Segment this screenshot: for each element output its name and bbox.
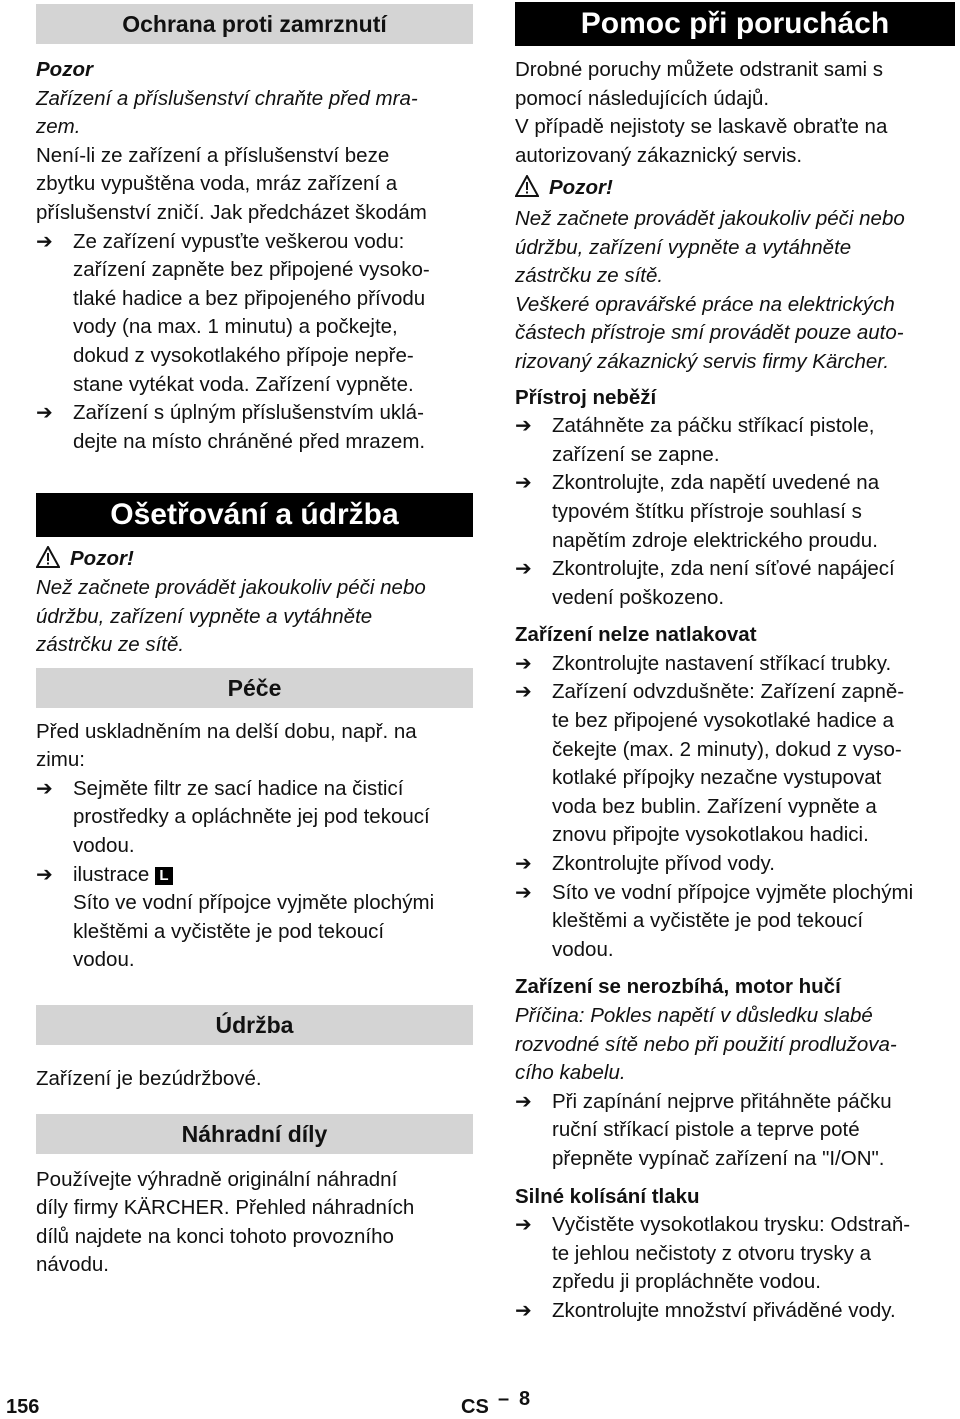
bullet-line: Vyčistěte vysokotlakou trysku: Odstraň- [552, 1213, 911, 1237]
bullet-line: vedení poškozeno. [552, 585, 725, 609]
illustration-label-badge: L [155, 867, 172, 885]
care-warning-line: údržbu, zařízení vypněte a vytáhněte [36, 604, 373, 628]
cause-line: Příčina: Pokles napětí v důsledku slabé [515, 1004, 873, 1027]
problem-bullet [515, 555, 955, 612]
arrow-right-icon: ➔ [515, 472, 532, 495]
intro-line: pomocí následujících údajů. [515, 86, 770, 110]
arrow-right-icon: ➔ [515, 558, 532, 581]
section-heading-spare-parts: Náhradní díly [36, 1114, 473, 1154]
bullet-line: Síto ve vodní přípojce vyjměte plochými [552, 880, 914, 904]
bullet-line: voda bez bublin. Zařízení vypněte a [552, 794, 877, 818]
bullet-line: Zkontrolujte, zda není síťové napájecí [552, 557, 895, 581]
problem-bullet [515, 650, 955, 679]
bullet-line: prostředky a opláchněte jej pod tekoucí [73, 805, 430, 829]
problem-bullet [515, 469, 955, 555]
bullet-line: vody (na max. 1 minutu) a počkejte, [73, 315, 398, 339]
frost-caution-line-1: Zařízení a příslušenství chraňte před mra- [36, 86, 418, 110]
bullet-line: Zkontrolujte množství přiváděné vody. [552, 1298, 896, 1322]
care-bullet-filter [36, 775, 473, 861]
problem-bullet [515, 678, 955, 850]
troubleshoot-warning-label: Pozor! [549, 176, 613, 200]
caution-label: Pozor [36, 58, 93, 81]
bullet-line: Sejměte filtr ze sací hadice na čisticí [73, 776, 404, 800]
parts-text-line: návodu. [36, 1253, 109, 1277]
warning-line: rizovaný zákaznický servis firmy Kärcher. [515, 349, 890, 373]
warning-line: částech přístroje smí provádět pouze auto- [515, 321, 904, 345]
bullet-line: čekejte (max. 2 minuty), dokud z vyso- [552, 737, 902, 761]
language-code: CS [461, 1396, 489, 1418]
section-heading-frost-protection: Ochrana proti zamrznutí [36, 4, 473, 44]
bullet-line: napětím zdroje elektrického proudu. [552, 528, 878, 552]
bullet-line: zařízení zapněte bez připojené vysoko- [73, 258, 430, 282]
problem-bullet [515, 1211, 955, 1297]
arrow-right-icon: ➔ [515, 681, 532, 704]
warning-triangle-icon [515, 175, 539, 197]
bullet-line: Zařízení s úplným příslušenstvím uklá- [73, 401, 424, 425]
arrow-right-icon: ➔ [515, 652, 532, 675]
bullet-line: kotlaké přípojky nezačne vystupovat [552, 766, 882, 790]
care-warning-line: zástrčku ze sítě. [36, 633, 185, 657]
bullet-line: dokud z vysokotlakého přípoje nepře- [73, 343, 414, 367]
page-number: 156 [6, 1396, 40, 1418]
sub-page-number: 8 [519, 1388, 531, 1410]
bullet-line: dejte na místo chráněné před mrazem. [73, 429, 426, 453]
bullet-line: stane vytékat voda. Zařízení vypněte. [73, 372, 414, 396]
intro-line: Drobné poruchy můžete odstranit sami s [515, 58, 884, 81]
right-column [515, 0, 955, 1326]
illustration-text: ilustrace [73, 862, 150, 886]
warning-line: Než začnete provádět jakoukoliv péči nebo [515, 206, 905, 230]
arrow-right-icon: ➔ [515, 1090, 532, 1113]
bullet-line: Zařízení odvzdušněte: Zařízení zapně- [552, 680, 905, 704]
bullet-line: Ze zařízení vypusťte veškerou vodu: [73, 229, 405, 253]
bullet-line: te jehlou nečistoty z otvoru trysky a [552, 1241, 872, 1265]
problem-bullet [515, 412, 955, 469]
care-warning-label: Pozor! [70, 547, 134, 571]
arrow-right-icon: ➔ [515, 1299, 532, 1322]
intro-line: V případě nejistoty se laskavě obraťte na [515, 115, 888, 139]
arrow-right-icon: ➔ [36, 402, 53, 425]
problem-bullet [515, 850, 955, 879]
bullet-line [73, 861, 473, 890]
bullet-line: ruční stříkací pistole a teprve poté [552, 1118, 860, 1142]
arrow-right-icon: ➔ [515, 1214, 532, 1237]
warning-line: údržbu, zařízení vypněte a vytáhněte [515, 235, 852, 259]
footer-dash: – [498, 1388, 510, 1410]
bullet-line: vodou. [73, 948, 135, 972]
care-text-line: zimu: [36, 748, 85, 772]
problem-title-motor-hums: Zařízení se nerozbíhá, motor hučí [515, 975, 841, 999]
bullet-line: Síto ve vodní přípojce vyjměte plochými [73, 891, 435, 915]
parts-text-line: Používejte výhradně originální náhradní [36, 1167, 398, 1191]
parts-text-line: dílů najdete na konci tohoto provozního [36, 1224, 394, 1248]
care-warning-title [36, 545, 473, 574]
frost-caution-line-2: zem. [36, 115, 81, 139]
maintenance-text: Zařízení je bezúdržbové. [36, 1067, 262, 1091]
section-heading-troubleshooting: Pomoc při poruchách [515, 2, 955, 46]
bullet-line: typovém štítku přístroje souhlasí s [552, 499, 862, 523]
left-column [36, 0, 473, 1280]
arrow-right-icon: ➔ [515, 415, 532, 438]
problem-title-not-running: Přístroj neběží [515, 385, 657, 409]
troubleshoot-warning-title [515, 174, 955, 203]
problem-bullet [515, 1088, 955, 1174]
section-heading-maintenance: Údržba [36, 1005, 473, 1045]
warning-triangle-icon [36, 546, 60, 568]
bullet-line: kleštěmi a vyčistěte je pod tekoucí [73, 919, 385, 943]
frost-text-line: příslušenství zničí. Jak předcházet škodám [36, 200, 427, 224]
bullet-line: vodou. [73, 834, 135, 858]
bullet-line: Zatáhněte za páčku stříkací pistole, [552, 414, 875, 438]
section-heading-care: Péče [36, 668, 473, 708]
arrow-right-icon: ➔ [515, 853, 532, 876]
warning-line: Veškeré opravářské práce na elektrických [515, 292, 895, 316]
arrow-right-icon: ➔ [515, 881, 532, 904]
arrow-right-icon: ➔ [36, 777, 53, 800]
care-text-line: Před uskladněním na delší dobu, např. na [36, 719, 417, 743]
bullet-line: zařízení se zapne. [552, 442, 720, 466]
cause-line: cího kabelu. [515, 1061, 626, 1085]
warning-line: zástrčku ze sítě. [515, 264, 664, 288]
care-warning-line: Než začnete provádět jakoukoliv péči nebo [36, 575, 426, 599]
problem-title-no-pressure: Zařízení nelze natlakovat [515, 623, 757, 647]
section-heading-care-maintenance: Ošetřování a údržba [36, 493, 473, 537]
cause-line: rozvodné sítě nebo při použití prodlužova- [515, 1032, 897, 1056]
frost-text-line: Není-li ze zařízení a příslušenství beze [36, 143, 390, 167]
bullet-line: vodou. [552, 937, 614, 961]
bullet-line: Zkontrolujte nastavení stříkací trubky. [552, 651, 892, 675]
page-footer [0, 1388, 960, 1418]
bullet-line: Při zapínání nejprve přitáhněte páčku [552, 1089, 892, 1113]
frost-bullet-drain [36, 228, 473, 400]
problem-title-pressure-fluctuation: Silné kolísání tlaku [515, 1184, 700, 1208]
frost-text-line: zbytku vypuštěna voda, mráz zařízení a [36, 172, 398, 196]
arrow-right-icon: ➔ [36, 230, 53, 253]
problem-bullet [515, 879, 955, 965]
bullet-line: te bez připojené vysokotlaké hadice a [552, 709, 894, 733]
arrow-right-icon: ➔ [36, 863, 53, 886]
problem-bullet [515, 1297, 955, 1326]
care-bullet-illustration [36, 861, 473, 975]
bullet-line: kleštěmi a vyčistěte je pod tekoucí [552, 909, 864, 933]
parts-text-line: díly firmy KÄRCHER. Přehled náhradních [36, 1196, 415, 1220]
bullet-line: zpředu ji propláchněte vodou. [552, 1270, 821, 1294]
bullet-line: přepněte vypínač zařízení na "I/ON". [552, 1146, 885, 1170]
bullet-line: Zkontrolujte, zda napětí uvedené na [552, 471, 880, 495]
bullet-line: tlaké hadice a bez připojeného přívodu [73, 286, 426, 310]
intro-line: autorizovaný zákaznický servis. [515, 143, 803, 167]
bullet-line: Zkontrolujte přívod vody. [552, 852, 775, 876]
frost-bullet-store [36, 399, 473, 456]
bullet-line: znovu připojte vysokotlakou hadici. [552, 823, 869, 847]
